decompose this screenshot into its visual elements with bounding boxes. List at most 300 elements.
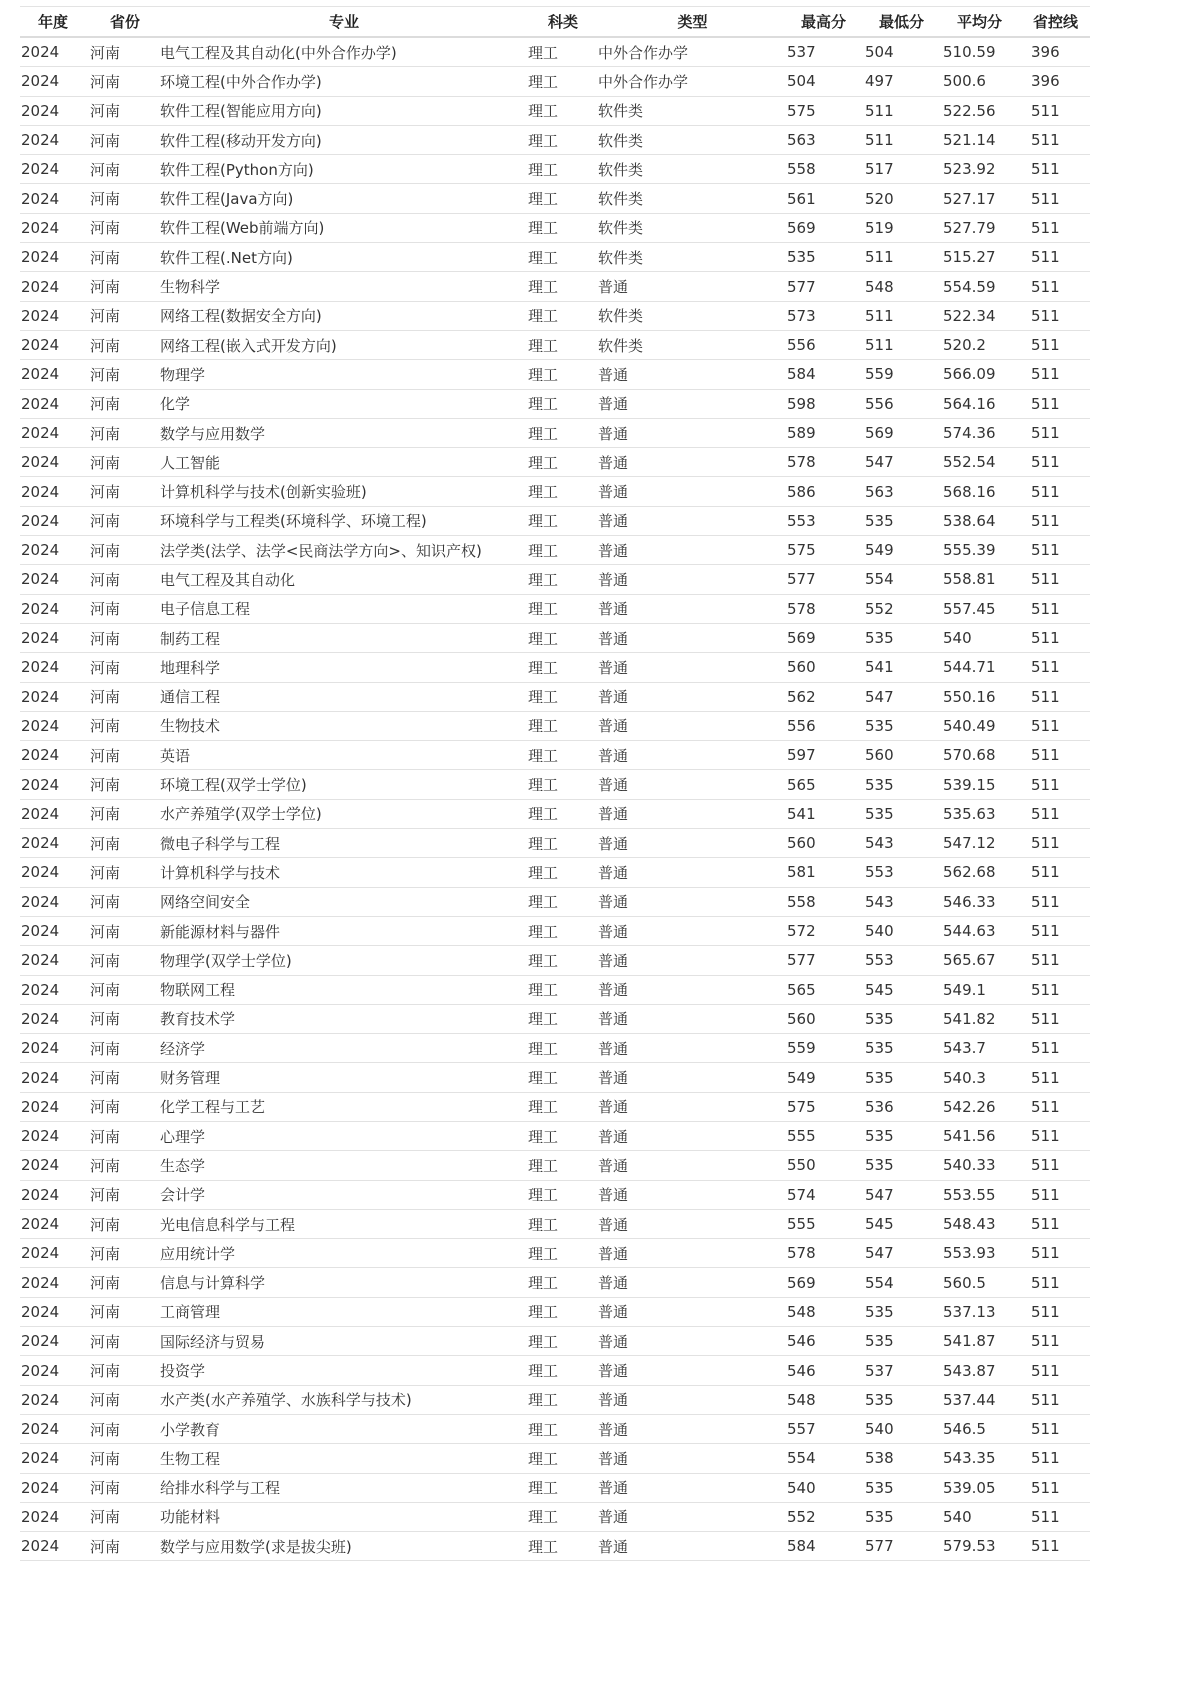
cell-province: 河南 <box>90 360 160 389</box>
cell-year: 2024 <box>20 1004 90 1033</box>
table-row <box>20 858 1090 887</box>
cell-year: 2024 <box>20 1356 90 1385</box>
cell-province: 河南 <box>90 858 160 887</box>
cell-major: 环境科学与工程类(环境科学、环境工程) <box>160 506 528 535</box>
cell-min-score: 553 <box>865 858 943 887</box>
cell-province: 河南 <box>90 1209 160 1238</box>
cell-min-score: 545 <box>865 975 943 1004</box>
table-row <box>20 1092 1090 1121</box>
cell-major: 环境工程(双学士学位) <box>160 770 528 799</box>
cell-year: 2024 <box>20 477 90 506</box>
cell-province: 河南 <box>90 155 160 184</box>
table-row <box>20 477 1090 506</box>
cell-province: 河南 <box>90 770 160 799</box>
cell-subject: 理工 <box>528 125 598 154</box>
cell-max-score: 558 <box>787 887 865 916</box>
cell-subject: 理工 <box>528 829 598 858</box>
cell-avg-score: 562.68 <box>943 858 1031 887</box>
cell-year: 2024 <box>20 506 90 535</box>
table-row <box>20 1414 1090 1443</box>
cell-max-score: 584 <box>787 1532 865 1561</box>
cell-type: 软件类 <box>598 243 787 272</box>
cell-min-score: 537 <box>865 1356 943 1385</box>
cell-province: 河南 <box>90 1151 160 1180</box>
cell-major: 化学工程与工艺 <box>160 1092 528 1121</box>
cell-major: 水产类(水产养殖学、水族科学与技术) <box>160 1385 528 1414</box>
table-row <box>20 1063 1090 1092</box>
cell-max-score: 577 <box>787 565 865 594</box>
cell-control-line: 511 <box>1031 770 1090 799</box>
cell-min-score: 559 <box>865 360 943 389</box>
cell-min-score: 497 <box>865 67 943 96</box>
cell-year: 2024 <box>20 1209 90 1238</box>
cell-control-line: 511 <box>1031 1532 1090 1561</box>
cell-province: 河南 <box>90 1473 160 1502</box>
cell-province: 河南 <box>90 565 160 594</box>
cell-year: 2024 <box>20 301 90 330</box>
cell-subject: 理工 <box>528 1239 598 1268</box>
header-province: 省份 <box>90 7 160 38</box>
cell-type: 普通 <box>598 1092 787 1121</box>
cell-control-line: 511 <box>1031 418 1090 447</box>
table-row <box>20 565 1090 594</box>
cell-control-line: 511 <box>1031 1473 1090 1502</box>
cell-min-score: 556 <box>865 389 943 418</box>
cell-min-score: 535 <box>865 799 943 828</box>
cell-type: 普通 <box>598 506 787 535</box>
cell-avg-score: 546.5 <box>943 1414 1031 1443</box>
cell-max-score: 546 <box>787 1356 865 1385</box>
cell-major: 生物工程 <box>160 1444 528 1473</box>
cell-control-line: 511 <box>1031 1034 1090 1063</box>
cell-year: 2024 <box>20 1034 90 1063</box>
cell-province: 河南 <box>90 1414 160 1443</box>
cell-subject: 理工 <box>528 1151 598 1180</box>
cell-year: 2024 <box>20 1121 90 1150</box>
cell-major: 环境工程(中外合作办学) <box>160 67 528 96</box>
header-year: 年度 <box>20 7 90 38</box>
cell-year: 2024 <box>20 389 90 418</box>
cell-avg-score: 520.2 <box>943 330 1031 359</box>
table-row <box>20 125 1090 154</box>
cell-avg-score: 538.64 <box>943 506 1031 535</box>
cell-control-line: 511 <box>1031 1092 1090 1121</box>
cell-subject: 理工 <box>528 37 598 67</box>
cell-min-score: 504 <box>865 37 943 67</box>
cell-type: 软件类 <box>598 155 787 184</box>
cell-type: 中外合作办学 <box>598 67 787 96</box>
cell-subject: 理工 <box>528 1297 598 1326</box>
cell-max-score: 553 <box>787 506 865 535</box>
cell-avg-score: 558.81 <box>943 565 1031 594</box>
cell-year: 2024 <box>20 1151 90 1180</box>
cell-max-score: 569 <box>787 1268 865 1297</box>
cell-year: 2024 <box>20 594 90 623</box>
cell-province: 河南 <box>90 1121 160 1150</box>
cell-max-score: 548 <box>787 1297 865 1326</box>
header-avg-score: 平均分 <box>943 7 1031 38</box>
cell-avg-score: 579.53 <box>943 1532 1031 1561</box>
cell-min-score: 543 <box>865 829 943 858</box>
cell-type: 普通 <box>598 1034 787 1063</box>
cell-max-score: 577 <box>787 272 865 301</box>
cell-major: 生物技术 <box>160 711 528 740</box>
cell-subject: 理工 <box>528 1034 598 1063</box>
cell-type: 普通 <box>598 448 787 477</box>
cell-year: 2024 <box>20 829 90 858</box>
cell-control-line: 511 <box>1031 565 1090 594</box>
cell-major: 新能源材料与器件 <box>160 916 528 945</box>
table-row <box>20 1327 1090 1356</box>
cell-type: 普通 <box>598 1502 787 1531</box>
cell-control-line: 511 <box>1031 96 1090 125</box>
cell-major: 软件工程(Python方向) <box>160 155 528 184</box>
cell-year: 2024 <box>20 155 90 184</box>
cell-max-score: 560 <box>787 1004 865 1033</box>
table-row <box>20 96 1090 125</box>
cell-control-line: 511 <box>1031 506 1090 535</box>
table-row <box>20 418 1090 447</box>
cell-year: 2024 <box>20 67 90 96</box>
cell-major: 软件工程(智能应用方向) <box>160 96 528 125</box>
cell-max-score: 555 <box>787 1121 865 1150</box>
cell-max-score: 574 <box>787 1180 865 1209</box>
cell-province: 河南 <box>90 1004 160 1033</box>
cell-subject: 理工 <box>528 360 598 389</box>
cell-max-score: 504 <box>787 67 865 96</box>
cell-min-score: 553 <box>865 946 943 975</box>
table-row <box>20 1473 1090 1502</box>
cell-year: 2024 <box>20 799 90 828</box>
cell-max-score: 581 <box>787 858 865 887</box>
cell-type: 普通 <box>598 1151 787 1180</box>
cell-major: 电气工程及其自动化(中外合作办学) <box>160 37 528 67</box>
cell-major: 经济学 <box>160 1034 528 1063</box>
table-row <box>20 1121 1090 1150</box>
cell-max-score: 554 <box>787 1444 865 1473</box>
cell-year: 2024 <box>20 565 90 594</box>
cell-avg-score: 500.6 <box>943 67 1031 96</box>
cell-control-line: 511 <box>1031 711 1090 740</box>
table-row <box>20 213 1090 242</box>
table-row <box>20 1385 1090 1414</box>
table-row <box>20 799 1090 828</box>
cell-type: 普通 <box>598 1268 787 1297</box>
cell-major: 物理学 <box>160 360 528 389</box>
cell-year: 2024 <box>20 975 90 1004</box>
cell-type: 中外合作办学 <box>598 37 787 67</box>
cell-year: 2024 <box>20 1473 90 1502</box>
cell-type: 普通 <box>598 1121 787 1150</box>
cell-control-line: 511 <box>1031 1209 1090 1238</box>
cell-province: 河南 <box>90 682 160 711</box>
cell-province: 河南 <box>90 536 160 565</box>
cell-province: 河南 <box>90 1239 160 1268</box>
cell-subject: 理工 <box>528 741 598 770</box>
cell-major: 软件工程(.Net方向) <box>160 243 528 272</box>
cell-major: 应用统计学 <box>160 1239 528 1268</box>
cell-min-score: 511 <box>865 301 943 330</box>
cell-min-score: 547 <box>865 1239 943 1268</box>
cell-avg-score: 570.68 <box>943 741 1031 770</box>
table-row <box>20 1356 1090 1385</box>
cell-subject: 理工 <box>528 594 598 623</box>
cell-control-line: 511 <box>1031 1385 1090 1414</box>
table-row <box>20 946 1090 975</box>
cell-province: 河南 <box>90 1532 160 1561</box>
cell-subject: 理工 <box>528 1502 598 1531</box>
cell-year: 2024 <box>20 96 90 125</box>
cell-type: 普通 <box>598 623 787 652</box>
cell-max-score: 562 <box>787 682 865 711</box>
cell-subject: 理工 <box>528 243 598 272</box>
cell-subject: 理工 <box>528 770 598 799</box>
cell-max-score: 541 <box>787 799 865 828</box>
cell-type: 软件类 <box>598 330 787 359</box>
cell-avg-score: 535.63 <box>943 799 1031 828</box>
cell-subject: 理工 <box>528 448 598 477</box>
cell-max-score: 575 <box>787 1092 865 1121</box>
cell-type: 软件类 <box>598 301 787 330</box>
cell-avg-score: 555.39 <box>943 536 1031 565</box>
cell-type: 普通 <box>598 799 787 828</box>
cell-subject: 理工 <box>528 477 598 506</box>
cell-year: 2024 <box>20 1414 90 1443</box>
cell-province: 河南 <box>90 506 160 535</box>
cell-type: 普通 <box>598 975 787 1004</box>
cell-subject: 理工 <box>528 1209 598 1238</box>
cell-max-score: 578 <box>787 594 865 623</box>
cell-avg-score: 544.63 <box>943 916 1031 945</box>
cell-year: 2024 <box>20 448 90 477</box>
cell-year: 2024 <box>20 682 90 711</box>
table-row <box>20 448 1090 477</box>
cell-max-score: 548 <box>787 1385 865 1414</box>
cell-min-score: 535 <box>865 1004 943 1033</box>
cell-control-line: 511 <box>1031 975 1090 1004</box>
cell-min-score: 547 <box>865 448 943 477</box>
cell-max-score: 569 <box>787 623 865 652</box>
cell-year: 2024 <box>20 243 90 272</box>
cell-max-score: 573 <box>787 301 865 330</box>
cell-avg-score: 522.34 <box>943 301 1031 330</box>
table-row <box>20 887 1090 916</box>
cell-min-score: 511 <box>865 125 943 154</box>
cell-max-score: 540 <box>787 1473 865 1502</box>
cell-major: 信息与计算科学 <box>160 1268 528 1297</box>
cell-major: 教育技术学 <box>160 1004 528 1033</box>
cell-min-score: 511 <box>865 330 943 359</box>
cell-min-score: 535 <box>865 1502 943 1531</box>
cell-min-score: 560 <box>865 741 943 770</box>
cell-min-score: 545 <box>865 1209 943 1238</box>
cell-province: 河南 <box>90 623 160 652</box>
cell-control-line: 511 <box>1031 1502 1090 1531</box>
cell-max-score: 561 <box>787 184 865 213</box>
cell-avg-score: 541.56 <box>943 1121 1031 1150</box>
table-row <box>20 360 1090 389</box>
table-row <box>20 623 1090 652</box>
cell-max-score: 549 <box>787 1063 865 1092</box>
cell-control-line: 511 <box>1031 155 1090 184</box>
cell-major: 通信工程 <box>160 682 528 711</box>
cell-avg-score: 574.36 <box>943 418 1031 447</box>
cell-type: 普通 <box>598 711 787 740</box>
cell-subject: 理工 <box>528 96 598 125</box>
cell-min-score: 519 <box>865 213 943 242</box>
cell-min-score: 535 <box>865 1297 943 1326</box>
cell-year: 2024 <box>20 770 90 799</box>
cell-province: 河南 <box>90 272 160 301</box>
cell-max-score: 565 <box>787 770 865 799</box>
cell-min-score: 552 <box>865 594 943 623</box>
header-type: 类型 <box>598 7 787 38</box>
header-major: 专业 <box>160 7 528 38</box>
cell-type: 普通 <box>598 477 787 506</box>
cell-avg-score: 550.16 <box>943 682 1031 711</box>
table-row <box>20 770 1090 799</box>
cell-major: 功能材料 <box>160 1502 528 1531</box>
table-row <box>20 37 1090 67</box>
cell-avg-score: 548.43 <box>943 1209 1031 1238</box>
cell-province: 河南 <box>90 594 160 623</box>
table-row <box>20 506 1090 535</box>
admission-scores-table <box>20 6 1090 1561</box>
cell-year: 2024 <box>20 1092 90 1121</box>
cell-min-score: 535 <box>865 623 943 652</box>
cell-min-score: 538 <box>865 1444 943 1473</box>
table-row <box>20 711 1090 740</box>
cell-type: 普通 <box>598 682 787 711</box>
cell-subject: 理工 <box>528 213 598 242</box>
cell-major: 软件工程(Web前端方向) <box>160 213 528 242</box>
cell-type: 普通 <box>598 1063 787 1092</box>
cell-avg-score: 541.87 <box>943 1327 1031 1356</box>
cell-avg-score: 568.16 <box>943 477 1031 506</box>
cell-province: 河南 <box>90 653 160 682</box>
table-row <box>20 1268 1090 1297</box>
cell-major: 物理学(双学士学位) <box>160 946 528 975</box>
cell-type: 软件类 <box>598 213 787 242</box>
cell-max-score: 546 <box>787 1327 865 1356</box>
cell-major: 电子信息工程 <box>160 594 528 623</box>
table-row <box>20 1180 1090 1209</box>
table-row <box>20 682 1090 711</box>
cell-subject: 理工 <box>528 301 598 330</box>
cell-control-line: 511 <box>1031 536 1090 565</box>
cell-major: 生物科学 <box>160 272 528 301</box>
cell-year: 2024 <box>20 1297 90 1326</box>
cell-year: 2024 <box>20 1063 90 1092</box>
cell-control-line: 511 <box>1031 1121 1090 1150</box>
table-body <box>20 37 1090 1561</box>
cell-min-score: 511 <box>865 243 943 272</box>
cell-province: 河南 <box>90 418 160 447</box>
cell-type: 普通 <box>598 1532 787 1561</box>
cell-min-score: 536 <box>865 1092 943 1121</box>
cell-type: 普通 <box>598 1209 787 1238</box>
cell-major: 光电信息科学与工程 <box>160 1209 528 1238</box>
table-row <box>20 975 1090 1004</box>
table-row <box>20 184 1090 213</box>
cell-type: 普通 <box>598 1004 787 1033</box>
cell-control-line: 511 <box>1031 858 1090 887</box>
cell-max-score: 575 <box>787 536 865 565</box>
cell-major: 投资学 <box>160 1356 528 1385</box>
cell-min-score: 554 <box>865 1268 943 1297</box>
cell-max-score: 586 <box>787 477 865 506</box>
cell-avg-score: 560.5 <box>943 1268 1031 1297</box>
cell-major: 数学与应用数学 <box>160 418 528 447</box>
cell-control-line: 511 <box>1031 946 1090 975</box>
cell-subject: 理工 <box>528 67 598 96</box>
table-row <box>20 330 1090 359</box>
cell-control-line: 511 <box>1031 125 1090 154</box>
cell-subject: 理工 <box>528 858 598 887</box>
cell-major: 心理学 <box>160 1121 528 1150</box>
cell-year: 2024 <box>20 1239 90 1268</box>
cell-avg-score: 554.59 <box>943 272 1031 301</box>
cell-year: 2024 <box>20 213 90 242</box>
cell-min-score: 577 <box>865 1532 943 1561</box>
cell-avg-score: 510.59 <box>943 37 1031 67</box>
cell-max-score: 589 <box>787 418 865 447</box>
cell-province: 河南 <box>90 1327 160 1356</box>
cell-type: 普通 <box>598 916 787 945</box>
cell-control-line: 511 <box>1031 799 1090 828</box>
cell-subject: 理工 <box>528 1473 598 1502</box>
cell-province: 河南 <box>90 1297 160 1326</box>
cell-province: 河南 <box>90 1356 160 1385</box>
cell-province: 河南 <box>90 389 160 418</box>
cell-type: 普通 <box>598 1239 787 1268</box>
cell-subject: 理工 <box>528 623 598 652</box>
cell-control-line: 511 <box>1031 916 1090 945</box>
cell-min-score: 554 <box>865 565 943 594</box>
cell-province: 河南 <box>90 213 160 242</box>
cell-type: 普通 <box>598 829 787 858</box>
cell-max-score: 578 <box>787 1239 865 1268</box>
cell-major: 法学类(法学、法学<民商法学方向>、知识产权) <box>160 536 528 565</box>
header-control-line: 省控线 <box>1031 7 1090 38</box>
cell-province: 河南 <box>90 741 160 770</box>
cell-avg-score: 537.13 <box>943 1297 1031 1326</box>
cell-province: 河南 <box>90 1034 160 1063</box>
cell-major: 软件工程(移动开发方向) <box>160 125 528 154</box>
cell-max-score: 555 <box>787 1209 865 1238</box>
table-row <box>20 653 1090 682</box>
cell-type: 软件类 <box>598 125 787 154</box>
cell-province: 河南 <box>90 711 160 740</box>
cell-control-line: 511 <box>1031 184 1090 213</box>
cell-avg-score: 541.82 <box>943 1004 1031 1033</box>
cell-type: 普通 <box>598 770 787 799</box>
cell-major: 水产养殖学(双学士学位) <box>160 799 528 828</box>
cell-max-score: 560 <box>787 653 865 682</box>
cell-province: 河南 <box>90 184 160 213</box>
cell-max-score: 558 <box>787 155 865 184</box>
cell-control-line: 511 <box>1031 1356 1090 1385</box>
cell-max-score: 577 <box>787 946 865 975</box>
table-row <box>20 1004 1090 1033</box>
table-header <box>20 7 1090 38</box>
cell-type: 普通 <box>598 946 787 975</box>
cell-avg-score: 540 <box>943 623 1031 652</box>
cell-avg-score: 549.1 <box>943 975 1031 1004</box>
cell-min-score: 535 <box>865 770 943 799</box>
cell-year: 2024 <box>20 858 90 887</box>
cell-max-score: 537 <box>787 37 865 67</box>
